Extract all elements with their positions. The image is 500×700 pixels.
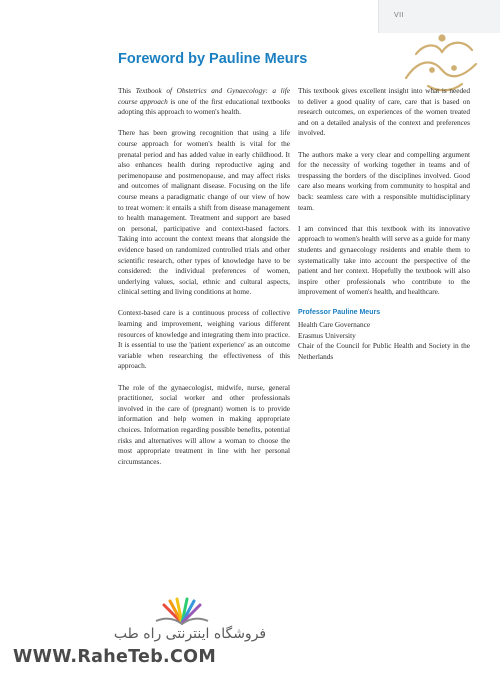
paragraph-text: This [118,86,136,95]
book-logo-icon [150,597,214,627]
signature-line: Chair of the Council for Public Health and Society in the Netherlands [298,341,470,361]
watermark-url: WWW.RaheTeb.COM [13,647,217,667]
paragraph: The authors make a very clear and compelling argument for the necessity of working together in teams and of trespassing the borders of the disciplines involved. Good care also means working from community to hospital and back: seamless care with a responsible multidisciplinary team. [298,149,470,212]
book-title-italic: Textbook of Obstetrics and Gynaecology: a life course approach [118,86,290,106]
paragraph: There has been growing recognition that using a life course approach for women's health is vital for the prenatal period and has added value in early childhood. It also enhances health during reproductive aging and perimenopause and postmenopause, and may affect risks and outcomes of malignant disease. Focusing on the life course means a paradigmatic change of our view of how to treat women: it entails a shift from disease management to health management. Treatment and support are based on personal, participative and context-based factors. Taking into account the context means that alongside the evidence based on randomized controlled trials and other scientific research, other types of knowledge have to be considered: the individual preferences of women, underlying values, social, ethnic and cultural aspects, clinical setting and living conditions at home. [118,128,290,297]
signature-line: Erasmus University [298,330,356,340]
paragraph: Context-based care is a continuous process of collective learning and improvement, weighing various different resources of knowledge and integrating them into practice. It is essential to use the 'patient experience' as an outcome variable when researching the effectiveness of this approach. [118,308,290,371]
paragraph-text: is one of the first educational textbooks adopting this approach to women's health. [118,96,290,117]
signature-name: Professor Pauline Meurs [298,309,381,317]
paragraph: The role of the gynaecologist, midwife, nurse, general practitioner, social worker and other professionals involved in the care of (pregnant) women is to provide information and help women in making appropriate choices. Information regarding possible benefits, potential risks and alternatives will allow a woman to choose the most appropriate treatment in line with her personal circumstances. [118,382,290,466]
right-column [298,86,470,362]
page-title: Foreword by Pauline Meurs [118,51,308,67]
watermark-persian-text: فروشگاه اینترنتی راه طب [113,626,267,642]
paragraph: I am convinced that this textbook with its innovative approach to women's health will serve as a guide for many students and gynaecology residents and enable them to systematically take into account the perspective of the patient and her context. Hopefully the textbook will also inspire other professionals who contribute to the improvement of women's health, and healthcare. [298,223,470,297]
signature-line: Health Care Governance [298,320,371,330]
signature-block [298,308,470,362]
paragraph: This textbook gives excellent insight into what is needed to deliver a good quality of care, care that is based on research outcomes, on experiences of the women treated and on a detailed analysis of the context and preferences involved. [298,86,470,138]
page-number: VII [393,12,404,19]
left-column [118,86,290,478]
paragraph [118,86,290,118]
